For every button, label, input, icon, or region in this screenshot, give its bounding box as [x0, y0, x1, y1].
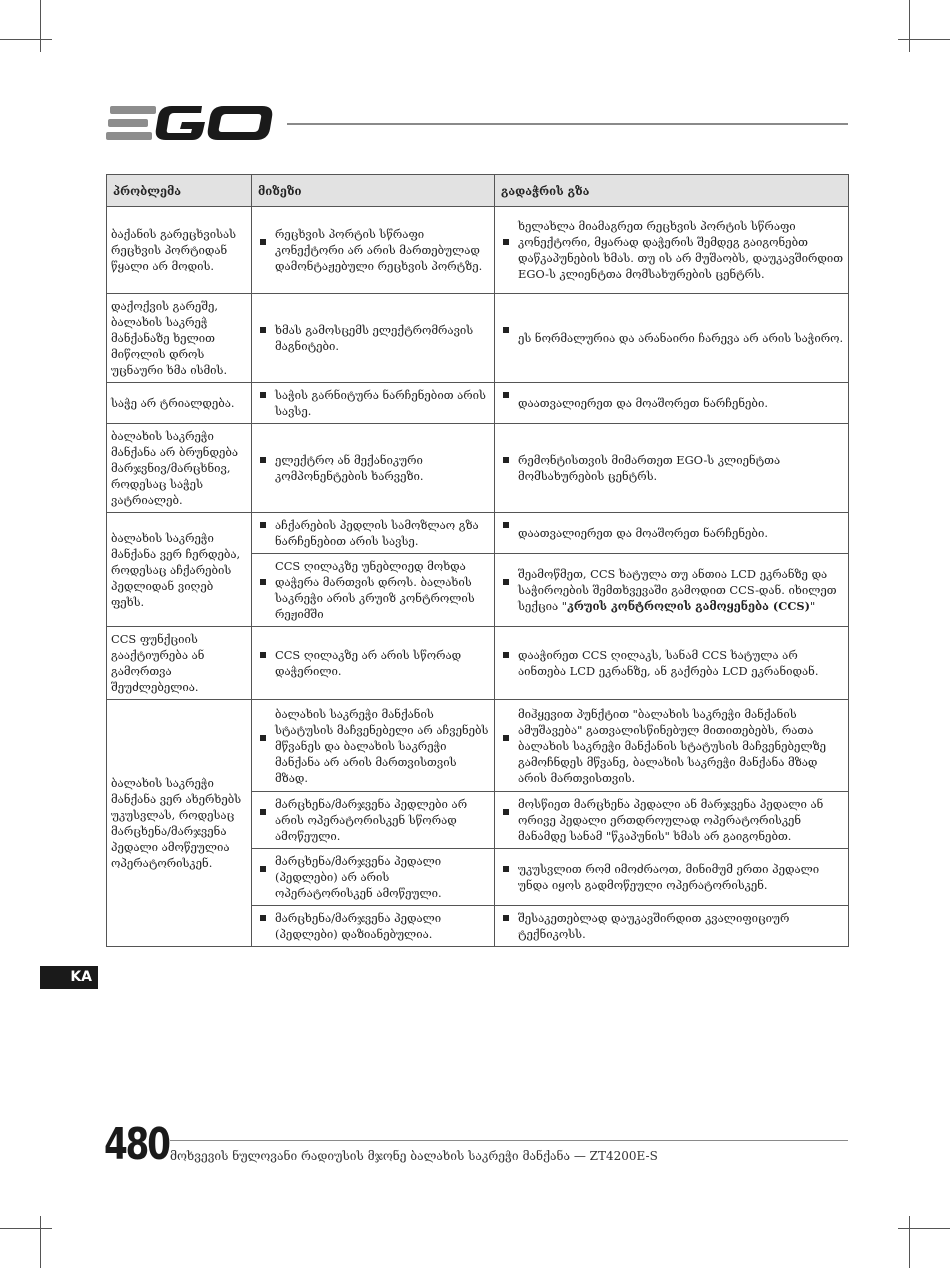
crop-mark	[40, 0, 41, 52]
cause-cell: საჭის გარნიტურა ნარჩენებით არის სავსე.	[252, 383, 495, 424]
crop-mark	[909, 0, 910, 52]
solution-cell: ხელახლა მიამაგრეთ რეცხვის პორტის სწრაფი კონექტორი, მყარად დაჭერის შემდეგ გაიგონებთ დაწკაპუნების ხმას. თუ ის არ მუშაობს, დაუკავშირდით EGO-ს კლიენტთა მომსახურების ცენტრს.	[495, 207, 849, 294]
cause-cell: ხმას გამოსცემს ელექტრომრავის მაგნიტები.	[252, 294, 495, 383]
problem-cell: დაქოქვის გარეშე, ბალახის საკრეჭ მანქანაზე ხელით მიწოლის დროს უცნაური ხმა ისმის.	[107, 294, 252, 383]
solution-cell: მოსწიეთ მარცხენა პედალი ან მარჯვენა პედალი ან ორივე პედალი ერთდროულად ოპერატორისკენ მანამდე სანამ "წკაპუნის" ხმას არ გაიგონებთ.	[495, 792, 849, 849]
crop-mark	[909, 1216, 910, 1268]
cause-cell: რეცხვის პორტის სწრაფი კონექტორი არ არის მართებულად დამონტაჟებული რეცხვის პორტზე.	[252, 207, 495, 294]
column-header-cause: მიზეზი	[252, 175, 495, 207]
language-tab	[40, 966, 98, 989]
cause-cell: ბალახის საკრეჭი მანქანის სტატუსის მაჩვენებელი არ აჩვენებს მწვანეს და ბალახის საკრეჭი მანქანა არ არის მართვისთვის მზად.	[252, 700, 495, 792]
solution-cell: შესაკეთებლად დაუკავშირდით კვალიფიციურ ტექნიკოსს.	[495, 906, 849, 947]
cause-cell: მარცხენა/მარჯვენა პედალი (პედლები) დაზიანებულია.	[252, 906, 495, 947]
crop-mark	[40, 1216, 41, 1268]
problem-cell: CCS ფუნქციის გააქტიურება ან გამორთვა შეუძლებელია.	[107, 627, 252, 700]
solution-text: შეამოწმეთ, CCS ხატულა თუ ანთია LCD ეკრანზე და საჭიროების შემთხვევაში გამოდით CCS-დან. იხილეთ სექცია "	[518, 567, 837, 613]
problem-cell: ბალახის საკრეჭი მანქანა არ ბრუნდება მარჯვნივ/მარცხნივ, როდესაც საჭეს ვატრიალებ.	[107, 424, 252, 513]
column-header-problem: პრობლემა	[107, 175, 252, 207]
crop-mark	[0, 39, 52, 40]
crop-mark	[898, 1228, 950, 1229]
cause-cell: მარცხენა/მარჯვენა პედლები არ არის ოპერატორისკენ სწორად ამოწეული.	[252, 792, 495, 849]
header-rule	[287, 123, 848, 125]
footer-title: მოხვევის ნულოვანი რადიუსის მჯონე ბალახის საკრეჭი მანქანა — ZT4200E-S	[170, 1149, 658, 1163]
solution-cell	[495, 554, 849, 627]
problem-cell: ბაქანის გარეცხვისას რეცხვის პორტიდან წყალი არ მოდის.	[107, 207, 252, 294]
problem-cell: საჭე არ ტრიალდება.	[107, 383, 252, 424]
table-header-row	[107, 175, 849, 207]
solution-cell: მიჰყევით პუნქტით "ბალახის საკრეჭი მანქანის ამუშავება" გათვალისწინებულ მითითებებს, რათა ბალახის საკრეჭი მანქანის სტატუსის მაჩვენებელზე გამოჩნდეს მწვანე, ბალახის საკრეჭი მანქანა მზად არის მართვისთვის.	[495, 700, 849, 792]
table-row	[107, 424, 849, 513]
solution-cell: დაათვალიერეთ და მოაშორეთ ნარჩენები.	[495, 383, 849, 424]
solution-cell: ეს ნორმალურია და არანაირი ჩარევა არ არის საჭირო.	[495, 294, 849, 383]
crop-mark	[0, 1228, 52, 1229]
section-reference: კრუის კონტროლის გამოყენება (CCS)	[567, 599, 811, 613]
table-row	[107, 700, 849, 792]
cause-cell: მარცხენა/მარჯვენა პედალი (პედლები) არ არის ოპერატორისკენ ამოწეული.	[252, 849, 495, 906]
solution-cell: დაათვალიერეთ და მოაშორეთ ნარჩენები.	[495, 513, 849, 554]
troubleshooting-table	[106, 174, 849, 947]
solution-text: "	[810, 599, 816, 613]
solution-cell: უკუსვლით რომ იმოძრაოთ, მინიმუმ ერთი პედალი უნდა იყოს გადმოწეული ოპერატორისკენ.	[495, 849, 849, 906]
crop-mark	[898, 39, 950, 40]
problem-cell: ბალახის საკრეჭი მანქანა ვერ ჩერდება, როდესაც აჩქარების პედლიდან ვიღებ ფეხს.	[107, 513, 252, 627]
cause-cell: აჩქარების პედლის სამოზლაო გზა ნარჩენებით არის სავსე.	[252, 513, 495, 554]
cause-cell: CCS ღილაკზე არ არის სწორად დაჭერილი.	[252, 627, 495, 700]
cause-cell: CCS ღილაკზე უნებლიედ მოხდა დაჭერა მართვის დროს. ბალახის საკრეჭი არის კრუიზ კონტროლის რეჟიმში	[252, 554, 495, 627]
column-header-solution: გადაჭრის გზა	[495, 175, 849, 207]
table-row	[107, 513, 849, 554]
solution-cell: რემონტისთვის მიმართეთ EGO-ს კლიენტთა მომსახურების ცენტრს.	[495, 424, 849, 513]
language-code: KA	[70, 969, 92, 985]
solution-cell: დააჭირეთ CCS ღილაკს, სანამ CCS ხატულა არ აინთება LCD ეკრანზე, ან გაქრება LCD ეკრანიდან.	[495, 627, 849, 700]
table-row	[107, 383, 849, 424]
table-row	[107, 627, 849, 700]
ego-logo	[106, 103, 278, 143]
table-row	[107, 207, 849, 294]
page-number: 480	[104, 1119, 169, 1170]
footer-rule	[170, 1140, 848, 1141]
table-row	[107, 294, 849, 383]
problem-cell: ბალახის საკრეჭი მანქანა ვერ ახერხებს უკუსვლას, როდესაც მარცხენა/მარჯვენა პედალი ამოწეულია ოპერატორისკენ.	[107, 700, 252, 947]
cause-cell: ელექტრო ან მექანიკური კომპონენტების ხარვეზი.	[252, 424, 495, 513]
